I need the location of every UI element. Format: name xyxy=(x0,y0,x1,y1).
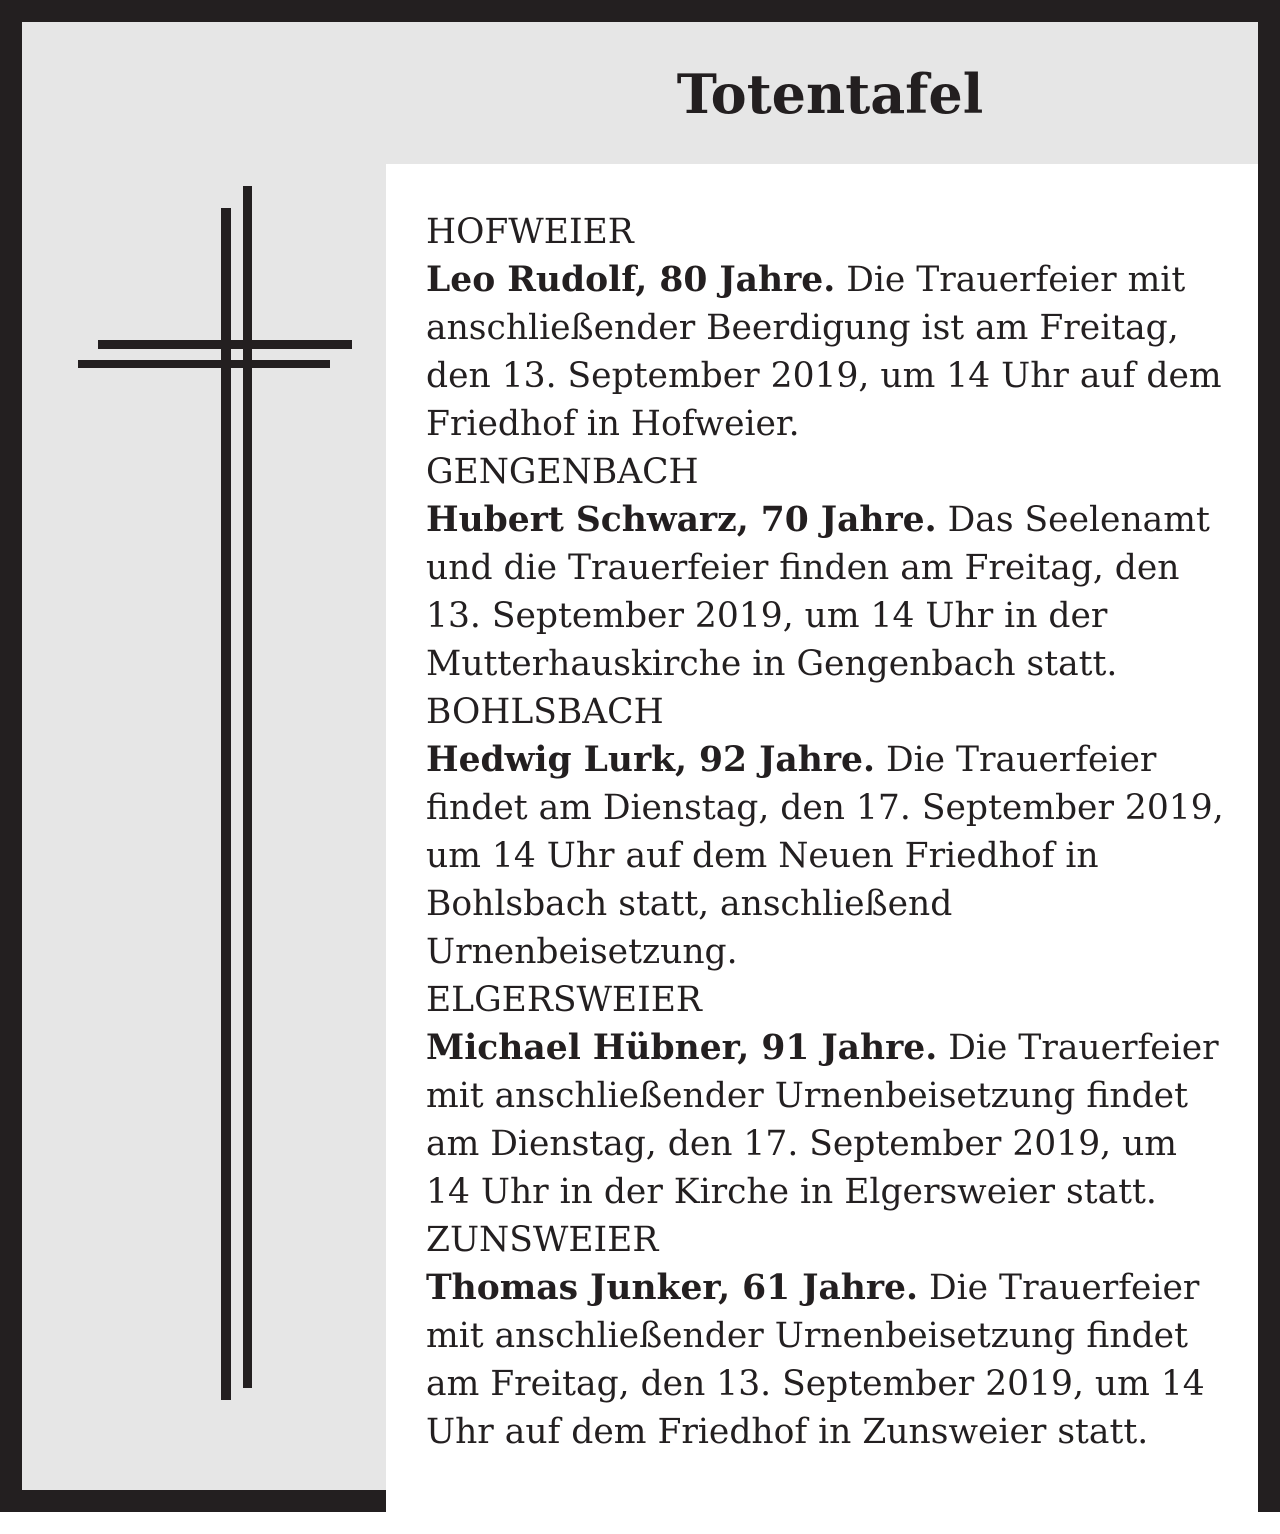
notice-place: BOHLSBACH xyxy=(426,692,664,732)
notice-item xyxy=(426,448,1226,688)
notice-entry xyxy=(426,256,1226,448)
notice-entry xyxy=(426,736,1226,976)
notice-entry xyxy=(426,496,1226,688)
notice-item xyxy=(426,688,1226,976)
notice-place: ELGERSWEIER xyxy=(426,980,702,1020)
notice-item xyxy=(426,208,1226,448)
notice-name-age: Thomas Junker, 61 Jahre. xyxy=(426,1268,919,1308)
notice-text: Die Trauerfeier mit anschließender Beerdigung ist am Freitag, den 13. September 2019, um 14 Uhr auf dem Friedhof in Hofweier. xyxy=(426,260,1222,444)
notice-place: ZUNSWEIER xyxy=(426,1220,659,1260)
page-title: Totentafel xyxy=(676,62,984,126)
notice-place: GENGENBACH xyxy=(426,452,699,492)
notices-panel xyxy=(386,164,1258,1512)
notice-entry xyxy=(426,1024,1226,1216)
notice-text: Das Seelenamt und die Trauerfeier finden am Freitag, den 13. September 2019, um 14 Uhr in der Mutterhauskirche in Gengenbach statt. xyxy=(426,500,1210,684)
notice-text: Die Trauerfeier findet am Dienstag, den 17. September 2019, um 14 Uhr auf dem Neuen Friedhof in Bohlsbach statt, anschließend Urnenbeisetzung. xyxy=(426,740,1224,972)
notices-list xyxy=(426,208,1226,1456)
notice-text: Die Trauerfeier mit anschließender Urnenbeisetzung findet am Freitag, den 13. September 2019, um 14 Uhr auf dem Friedhof in Zunsweier statt. xyxy=(426,1268,1205,1452)
notice-name-age: Hedwig Lurk, 92 Jahre. xyxy=(426,740,875,780)
notice-name-age: Hubert Schwarz, 70 Jahre. xyxy=(426,500,937,540)
notice-text: Die Trauerfeier mit anschließender Urnenbeisetzung findet am Dienstag, den 17. September 2019, um 14 Uhr in der Kirche in Elgersweier statt. xyxy=(426,1028,1219,1212)
notice-place: HOFWEIER xyxy=(426,212,634,252)
notice-name-age: Michael Hübner, 91 Jahre. xyxy=(426,1028,938,1068)
notice-name-age: Leo Rudolf, 80 Jahre. xyxy=(426,260,836,300)
notice-item xyxy=(426,976,1226,1216)
notice-item xyxy=(426,1216,1226,1456)
notice-entry xyxy=(426,1264,1226,1456)
